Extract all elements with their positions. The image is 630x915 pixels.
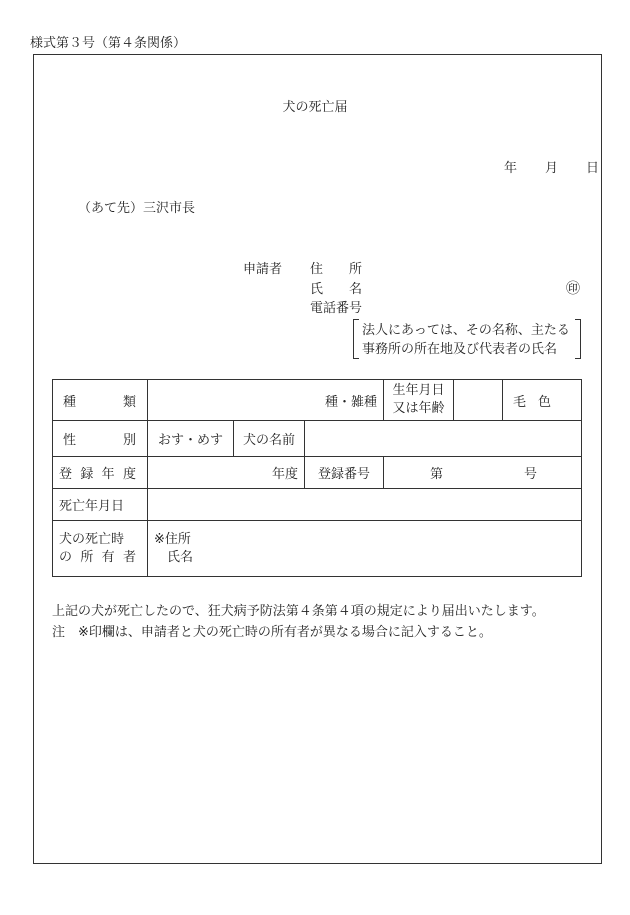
registration-number-field[interactable]: 第 号 [384, 457, 582, 489]
registration-number-label: 登録番号 [305, 457, 384, 489]
type-label: 種 類 [53, 380, 148, 421]
birth-or-age-field[interactable] [454, 380, 503, 421]
table-row-type [53, 380, 582, 421]
applicant-name-label: 氏 名 [310, 282, 362, 297]
date-day: 日 [586, 161, 600, 176]
table-row-sex [53, 421, 582, 457]
table-row-registration [53, 457, 582, 489]
breed-cell: 種・雑種 [148, 380, 384, 421]
applicant-address-label: 住 所 [310, 262, 362, 277]
table-row-owner [53, 521, 582, 577]
form-caption: 様式第３号（第４条関係） [30, 36, 187, 51]
coat-color-label: 毛 色 [503, 380, 582, 421]
document-title: 犬の死亡届 [282, 100, 348, 115]
death-date-field[interactable] [148, 489, 582, 521]
notes [52, 601, 545, 643]
owner-label: 犬の死亡時 の 所 有 者 [53, 521, 148, 577]
dog-name-label: 犬の名前 [234, 421, 305, 457]
birth-or-age-label: 生年月日 又は年齢 [384, 380, 454, 421]
sex-label: 性 別 [53, 421, 148, 457]
sex-options[interactable]: おす・めす [148, 421, 234, 457]
date-year: 年 [504, 161, 518, 176]
date-month: 月 [545, 161, 559, 176]
seal-mark: ㊞ [566, 281, 580, 297]
applicant-phone-label: 電話番号 [310, 301, 363, 316]
addressee: （あて先）三沢市長 [78, 201, 196, 216]
registration-year-label: 登 録 年 度 [53, 457, 148, 489]
applicant-label: 申請者 [243, 262, 283, 277]
corporation-note: 法人にあっては、その名称、主たる 事務所の所在地及び代表者の氏名 [353, 318, 581, 360]
note-remark: 注 ※印欄は、申請者と犬の死亡時の所有者が異なる場合に記入すること。 [52, 625, 492, 640]
owner-field[interactable]: ※住所 氏名 [148, 521, 582, 577]
fiscal-year-field[interactable]: 年度 [148, 457, 305, 489]
registration-table [52, 379, 582, 577]
notice-text: 上記の犬が死亡したので、狂犬病予防法第４条第４項の規定により届出いたします。 [52, 604, 545, 619]
death-date-label: 死亡年月日 [53, 489, 148, 521]
dog-name-field[interactable] [305, 421, 582, 457]
table-row-death-date [53, 489, 582, 521]
